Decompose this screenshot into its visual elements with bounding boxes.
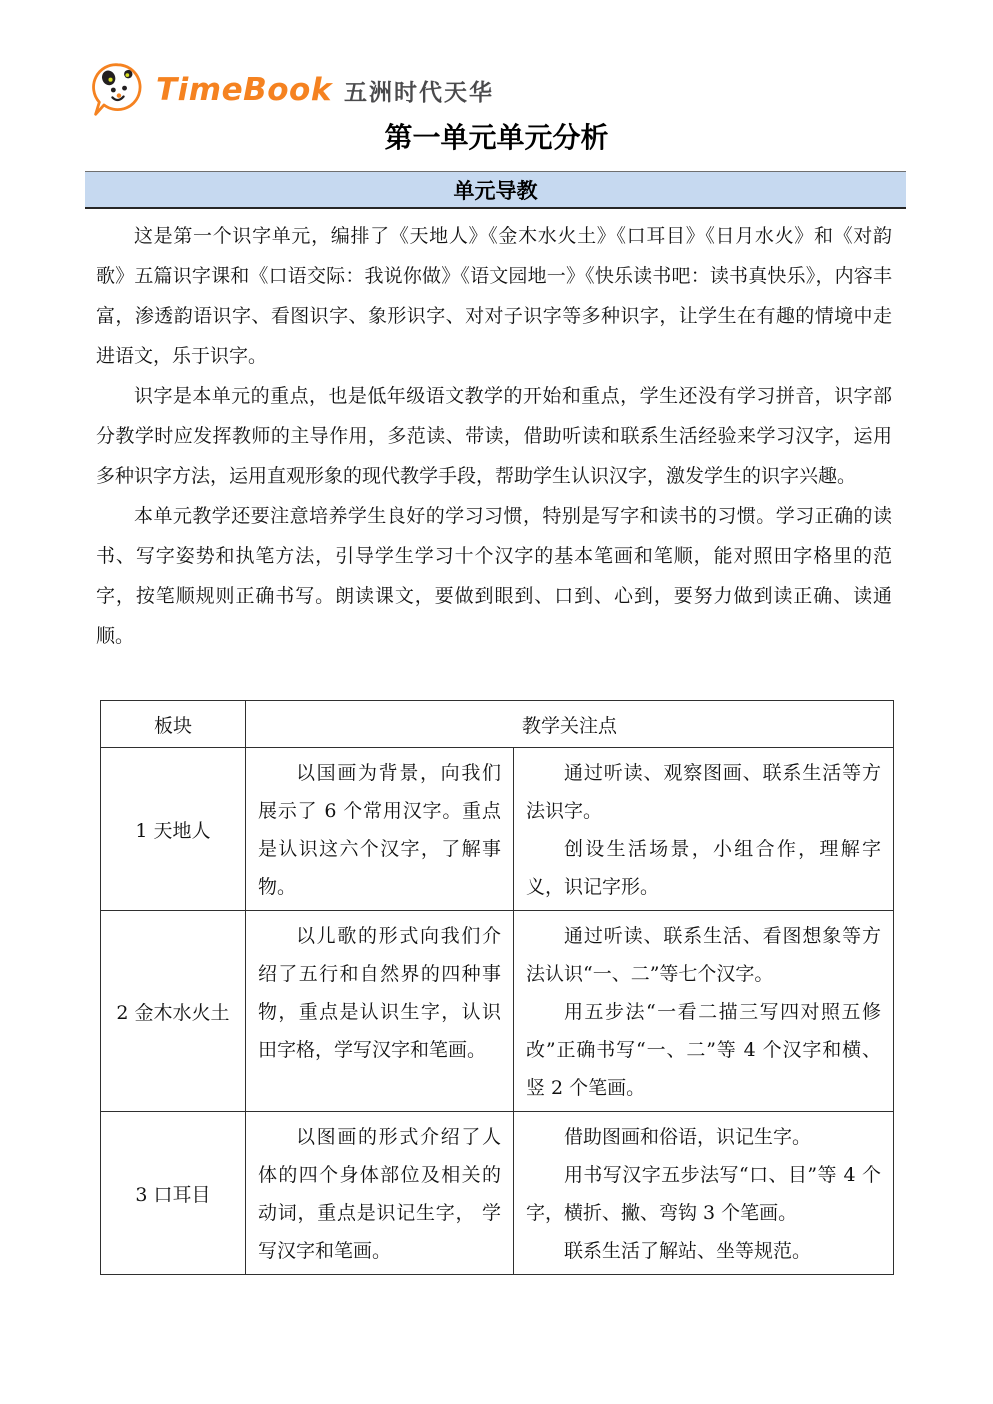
table-header-row	[101, 701, 894, 748]
column-header-module: 板块	[101, 701, 246, 748]
point-text: 通过听读、联系生活、看图想象等方法认识“一、二”等七个汉字。	[526, 925, 882, 985]
point-text: 借助图画和俗语，识记生字。	[564, 1126, 812, 1148]
module-intro-text: 以国画为背景，向我们展示了 6 个常用汉字。重点是认识这六个汉字，了解事物。	[258, 762, 501, 898]
module-name: 3 口耳目	[101, 1112, 246, 1275]
paragraph-1: 这是第一个识字单元，编排了《天地人》《金木水火土》《口耳目》《日月水火》和《对韵歌》五篇识字课和《口语交际：我说你做》《语文园地一》《快乐读书吧：读书真快乐》，内容丰富，渗透韵语识字、看图识字、象形识字、对对子识字等多种识字，让学生在有趣的情境中走进语文，乐于识字。	[96, 225, 892, 367]
module-name: 2 金木水火土	[101, 911, 246, 1112]
module-name: 1 天地人	[101, 748, 246, 911]
table-row	[101, 748, 894, 911]
logo-brand-text: TimeBook	[156, 72, 332, 108]
column-header-points: 教学关注点	[246, 701, 894, 748]
section-header-bar	[85, 171, 906, 209]
point-text: 联系生活了解站、坐等规范。	[564, 1240, 812, 1262]
module-intro-cell	[246, 748, 514, 911]
module-points-cell	[514, 748, 894, 911]
module-intro-text: 以图画的形式介绍了人体的四个身体部位及相关的动词，重点是识记生字， 学写汉字和笔画。	[258, 1126, 501, 1262]
module-intro-cell	[246, 1112, 514, 1275]
point-text: 通过听读、观察图画、联系生活等方法识字。	[526, 762, 882, 822]
paragraph-3: 本单元教学还要注意培养学生良好的学习习惯，特别是写字和读书的习惯。学习正确的读书、写字姿势和执笔方法，引导学生学习十个汉字的基本笔画和笔顺，能对照田字格里的范字，按笔顺规则正确书写。朗读课文，要做到眼到、口到、心到，要努力做到读正确、读通顺。	[96, 505, 892, 647]
module-intro-text: 以儿歌的形式向我们介绍了五行和自然界的四种事物，重点是认识生字，认识田字格，学写汉字和笔画。	[258, 925, 501, 1061]
unit-analysis-table	[100, 700, 894, 1275]
table-row	[101, 911, 894, 1112]
page-title: 第一单元单元分析	[384, 121, 609, 154]
intro-paragraphs	[96, 216, 892, 656]
logo	[90, 62, 494, 118]
table-row	[101, 1112, 894, 1275]
point-text: 创设生活场景，小组合作，理解字义，识记字形。	[526, 838, 882, 898]
module-intro-cell	[246, 911, 514, 1112]
section-header-label: 单元导教	[453, 177, 538, 203]
point-text: 用五步法“一看二描三写四对照五修改”正确书写“一、二”等 4 个汉字和横、竖 2 个笔画。	[526, 1001, 882, 1099]
logo-company-text: 五洲时代天华	[343, 79, 494, 106]
point-text: 用书写汉字五步法写“口、目”等 4 个字，横折、撇、弯钩 3 个笔画。	[526, 1164, 882, 1224]
timebook-mascot-icon	[90, 62, 146, 118]
module-points-cell	[514, 911, 894, 1112]
module-points-cell	[514, 1112, 894, 1275]
paragraph-2: 识字是本单元的重点，也是低年级语文教学的开始和重点，学生还没有学习拼音，识字部分教学时应发挥教师的主导作用，多范读、带读，借助听读和联系生活经验来学习汉字，运用多种识字方法，运用直观形象的现代教学手段，帮助学生认识汉字，激发学生的识字兴趣。	[96, 385, 892, 487]
